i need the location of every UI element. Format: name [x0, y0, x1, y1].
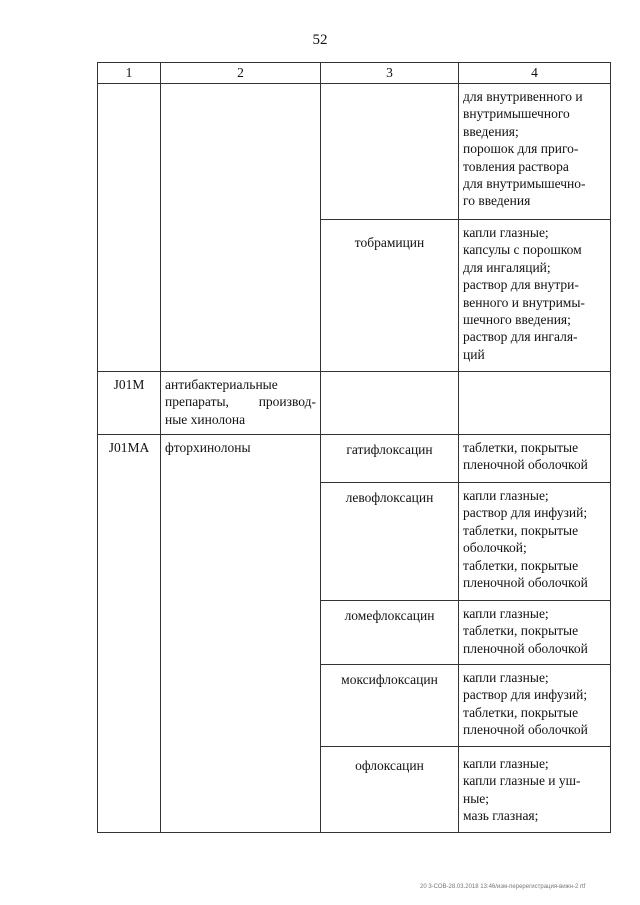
form-line: пленочной оболочкой: [463, 575, 588, 591]
form-line: капли глазные и уш-: [463, 773, 581, 789]
form-line: порошок для приго-: [463, 141, 579, 157]
table-row: [98, 372, 611, 435]
drug-cell: [321, 483, 459, 601]
code-cell: [98, 84, 161, 372]
form-line: для внутримышечно-: [463, 176, 586, 192]
drug-cell: [321, 372, 459, 435]
header-cell: 1: [98, 63, 161, 84]
form-line: капли глазные;: [463, 488, 549, 503]
drug-cell: [321, 747, 459, 833]
atc-code: J01MA: [108, 440, 150, 455]
form-line: венного и внутримы-: [463, 294, 585, 310]
table-header-row: [98, 63, 611, 84]
form-line: капли глазные;: [463, 225, 549, 240]
table-row: [98, 435, 611, 483]
form-line: таблетки, покрытые: [463, 623, 579, 639]
forms-cell: [459, 435, 611, 483]
form-line: пленочной оболочкой: [463, 457, 588, 473]
forms-cell: [459, 84, 611, 220]
drug-name: левофлоксацин: [345, 490, 434, 505]
form-line: раствор для инфузий;: [463, 505, 588, 521]
forms-cell: [459, 483, 611, 601]
drug-name: ломефлоксацин: [344, 608, 435, 623]
header-cell: 3: [321, 63, 459, 84]
form-line: капсулы с порошком: [463, 242, 582, 258]
drug-cell: [321, 665, 459, 747]
form-line: раствор для внутри-: [463, 277, 579, 293]
drug-cell: [321, 220, 459, 372]
group-line: антибактериальные: [165, 377, 278, 392]
forms-cell: [459, 220, 611, 372]
code-cell: [98, 435, 161, 833]
code-cell: [98, 372, 161, 435]
form-line: раствор для инфузий;: [463, 687, 588, 703]
form-line: введения;: [463, 123, 519, 139]
form-line: пленочной оболочкой: [463, 722, 588, 738]
group-cell: [161, 84, 321, 372]
group-cell: [161, 435, 321, 833]
form-line: шечного введения;: [463, 312, 571, 328]
form-line: таблетки, покрытые: [463, 557, 579, 573]
form-line: капли глазные;: [463, 756, 549, 771]
form-line: таблетки, покрытые: [463, 440, 579, 455]
atc-code: J01M: [113, 377, 145, 392]
header-cell: 2: [161, 63, 321, 84]
form-line: раствор для ингаля-: [463, 329, 578, 345]
form-line: го введения: [463, 193, 531, 209]
drug-cell: [321, 601, 459, 665]
drug-name: гатифлоксацин: [346, 442, 433, 457]
form-line: капли глазные;: [463, 670, 549, 685]
form-line: ций: [463, 346, 485, 362]
form-line: пленочной оболочкой: [463, 640, 588, 656]
forms-cell: [459, 665, 611, 747]
drug-cell: [321, 435, 459, 483]
header-cell: 4: [459, 63, 611, 84]
drug-name: тобрамицин: [354, 235, 425, 250]
group-line: препараты, производ-: [165, 394, 316, 410]
drug-name: моксифлоксацин: [341, 672, 438, 687]
form-line: таблетки, покрытые: [463, 704, 579, 720]
forms-cell: [459, 372, 611, 435]
document-footer: 20 3-СОВ-28.03.2018 13:46/изм-перерегистрация-вижн-2 rtf: [420, 884, 586, 890]
form-line: внутримышечного: [463, 106, 570, 122]
page-number: 52: [312, 32, 328, 48]
group-line: фторхинолоны: [165, 440, 251, 455]
forms-cell: [459, 601, 611, 665]
drug-cell: [321, 84, 459, 220]
table-row: [98, 84, 611, 220]
group-cell: [161, 372, 321, 435]
form-line: товления раствора: [463, 158, 569, 174]
form-line: для ингаляций;: [463, 259, 551, 275]
group-line: ные хинолона: [165, 411, 246, 427]
drug-name: офлоксацин: [355, 758, 424, 773]
form-line: мазь глазная;: [463, 808, 539, 824]
form-line: оболочкой;: [463, 540, 527, 556]
form-line: для внутривенного и: [463, 89, 583, 104]
form-line: ные;: [463, 790, 490, 806]
drug-table: [97, 62, 611, 833]
forms-cell: [459, 747, 611, 833]
form-line: таблетки, покрытые: [463, 522, 579, 538]
form-line: капли глазные;: [463, 606, 549, 621]
